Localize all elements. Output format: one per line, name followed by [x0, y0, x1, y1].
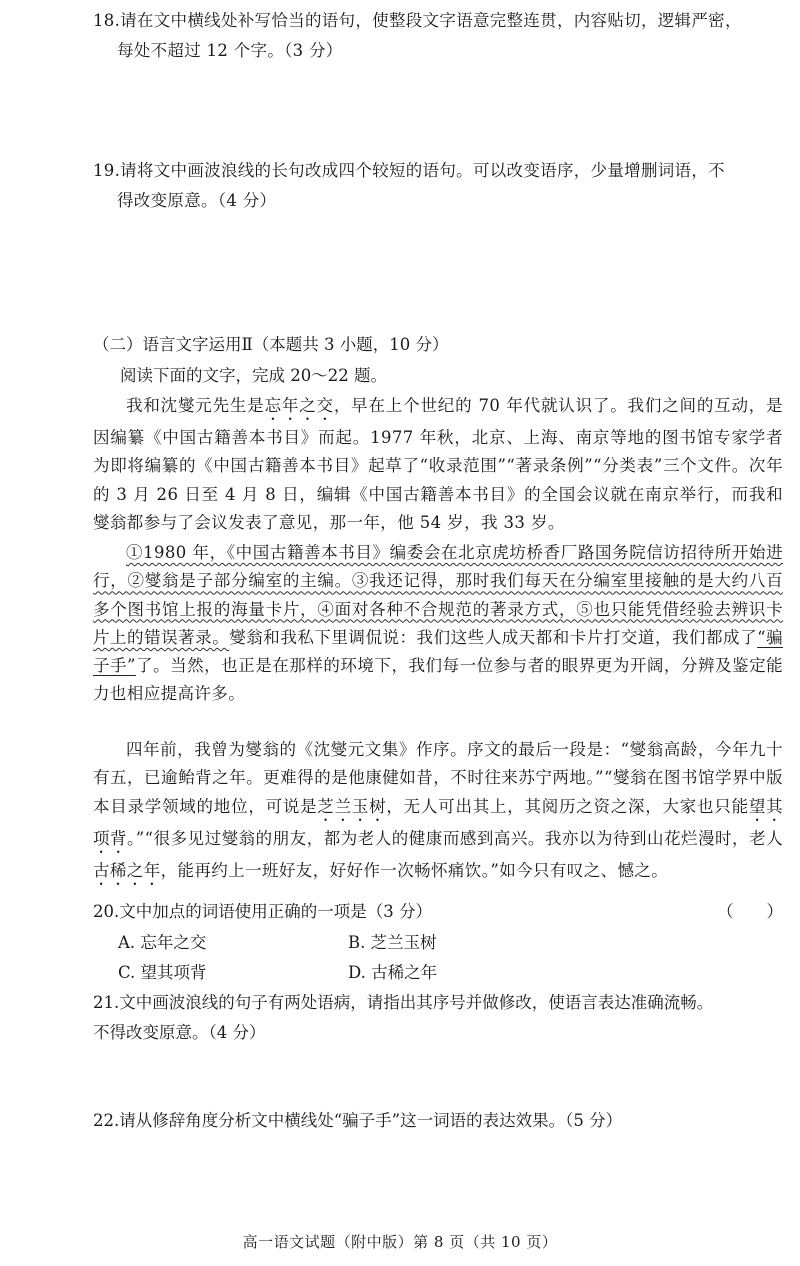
question-21 [93, 988, 783, 1048]
question-text-cont: 不得改变原意。（4 分） [93, 1023, 266, 1042]
dotted-phrase: 忘年之交 [264, 396, 334, 415]
question-22 [93, 1106, 783, 1136]
question-number: 20. [93, 902, 120, 921]
question-text-cont: 每处不超过 12 个字。（3 分） [117, 41, 343, 60]
text-run: ，早在上个世纪的 70 年代就认识了。我们之间的互动，是因编纂《中国古籍善本书目》而起。1977 年秋，北京、上海、南京等地的图书馆专家学者为即将编纂的《中国古籍善本书目》起草了“收录范围”“著录条例”“分类表”三个文件。次年的 3 月 26 日至 4 月 8 日，编辑《中国古籍善本书目》的全国会议就在南京举行，而我和燮翁都参与了会议发表了意见，那一年，他 54 岁，我 33 岁。 [93, 396, 784, 532]
text-run: 燮翁和我私下里调侃说：我们这些人成天都和卡片打交道，我们都成了 [229, 627, 758, 647]
text-run: ，能再约上一班好友，好好作一次畅怀痛饮。”如今只有叹之、憾之。 [160, 860, 669, 880]
question-text: 请在文中横线处补写恰当的语句，使整段文字语意完整连贯，内容贴切，逻辑严密， [120, 11, 742, 30]
passage-paragraph-3 [93, 736, 783, 889]
section-title: （二）语言文字运用Ⅱ（本题共 3 小题，10 分） [93, 335, 449, 354]
question-number: 22. [93, 1111, 120, 1130]
dotted-phrase: 古稀之年 [93, 860, 161, 880]
option-b[interactable]: B. 芝兰玉树 [348, 933, 437, 952]
wavy-underlined-sentence: ①1980 年，《中国古籍善本书目》编委会在北京虎坊桥香厂路国务院信访招待所开始进行，②燮翁是子部分编室的主编。③我还记得，那时我们每天在分编室里接触的是大约八百多个图书馆上报的海量卡片，④面对各种不合规范的著录方式，⑤也只能凭借经验去辨识卡片上的错误著录。 [93, 543, 783, 647]
question-18 [93, 6, 783, 66]
page-footer: 高一语文试题（附中版）第 8 页（共 10 页） [242, 1233, 558, 1251]
question-20 [93, 897, 783, 927]
question-text: 文中加点的词语使用正确的一项是（3 分） [119, 902, 432, 921]
text-run: 。”“很多见过燮翁的朋友，都为老人的健康而感到高兴。我亦以为待到山花烂漫时，老人 [127, 828, 783, 848]
option-d[interactable]: D. 古稀之年 [348, 963, 438, 982]
reading-instruction: 阅读下面的文字，完成 20～22 题。 [120, 366, 387, 385]
dotted-phrase: 望其项背 [93, 796, 783, 848]
text-run: 了。当然，也正是在那样的环境下，我们每一位参与者的眼界更为开阔，分辨及鉴定能力也相应提高许多。 [93, 656, 784, 704]
question-text: 请从修辞角度分析文中横线处“骗子手”这一词语的表达效果。（5 分） [119, 1111, 623, 1130]
text-run: 我和沈燮元先生是 [126, 396, 265, 415]
dotted-phrase: 芝兰玉树 [317, 796, 387, 816]
question-number: 19. [93, 161, 121, 180]
question-text: 请将文中画波浪线的长句改成四个较短的语句。可以改变语序，少量增删词语，不 [120, 161, 725, 180]
question-number: 21. [93, 993, 120, 1012]
passage-paragraph-1 [93, 392, 783, 537]
underlined-phrase: “骗子手” [93, 627, 783, 676]
question-text: 文中画波浪线的句子有两处语病，请指出其序号并做修改，使语言表达准确流畅。 [119, 993, 714, 1012]
text-run: ，无人可出其上，其阅历之资之深，大家也只能 [386, 796, 749, 816]
option-a[interactable]: A. 忘年之交 [118, 933, 207, 952]
text-run: 四年前，我曾为燮翁的《沈燮元文集》作序。序文的最后一段是：“燮翁高龄，今年九十有五，已逾鲐背之年。更难得的是他康健如昔，不时往来苏宁两地。”“燮翁在图书馆学界中版本目录学领域的地位，可说是 [93, 740, 783, 816]
passage-paragraph-2 [93, 539, 783, 709]
option-c[interactable]: C. 望其项背 [118, 963, 207, 982]
question-19 [93, 156, 783, 216]
question-text-cont: 得改变原意。（4 分） [117, 191, 277, 210]
answer-blank[interactable]: （ ） [717, 902, 783, 921]
question-number: 18. [93, 11, 121, 30]
